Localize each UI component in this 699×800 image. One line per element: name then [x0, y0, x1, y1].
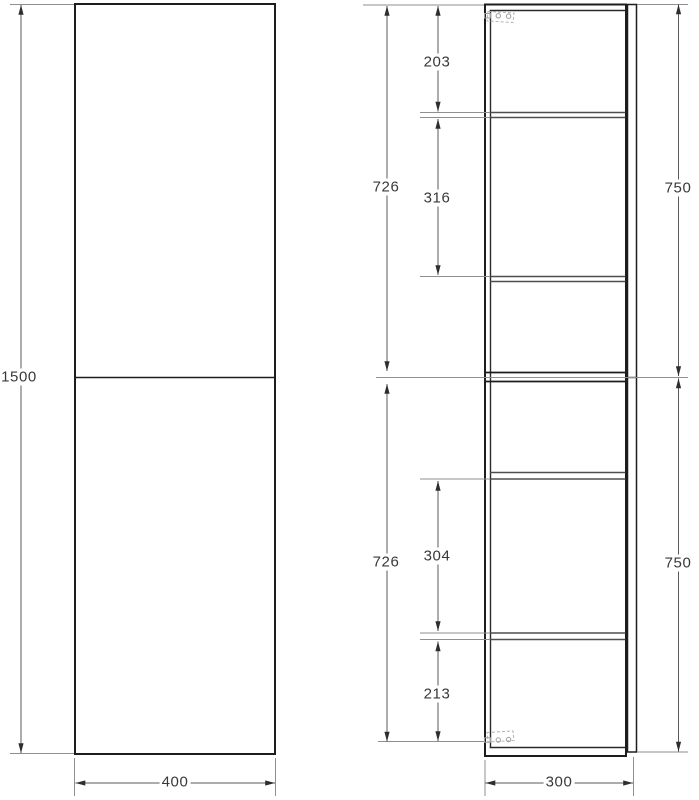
dim-label-mid-gap-304: 304 — [423, 547, 451, 565]
dimension-lines — [21, 5, 679, 784]
dim-label-lower-interior-726: 726 — [372, 553, 400, 571]
dim-label-top-gap-203: 203 — [423, 53, 451, 71]
dim-label-mid-gap-316: 316 — [423, 189, 451, 207]
top-hinge-icon — [485, 12, 515, 23]
front-view — [75, 4, 275, 754]
back-rail-strip — [628, 5, 637, 753]
dim-label-upper-interior-726: 726 — [372, 178, 400, 196]
dim-label-depth-300: 300 — [545, 773, 573, 791]
side-view — [485, 5, 637, 757]
dim-label-lower-overall-750: 750 — [664, 554, 692, 572]
extension-lines — [10, 5, 688, 797]
front-view-outline — [75, 4, 275, 754]
bottom-hinge-icon — [485, 731, 515, 742]
dim-label-upper-overall-750: 750 — [664, 179, 692, 197]
shelves — [490, 113, 625, 640]
dim-label-bottom-gap-213: 213 — [423, 685, 451, 703]
dim-label-width-400: 400 — [161, 773, 189, 791]
dim-label-height-1500: 1500 — [1, 368, 37, 386]
